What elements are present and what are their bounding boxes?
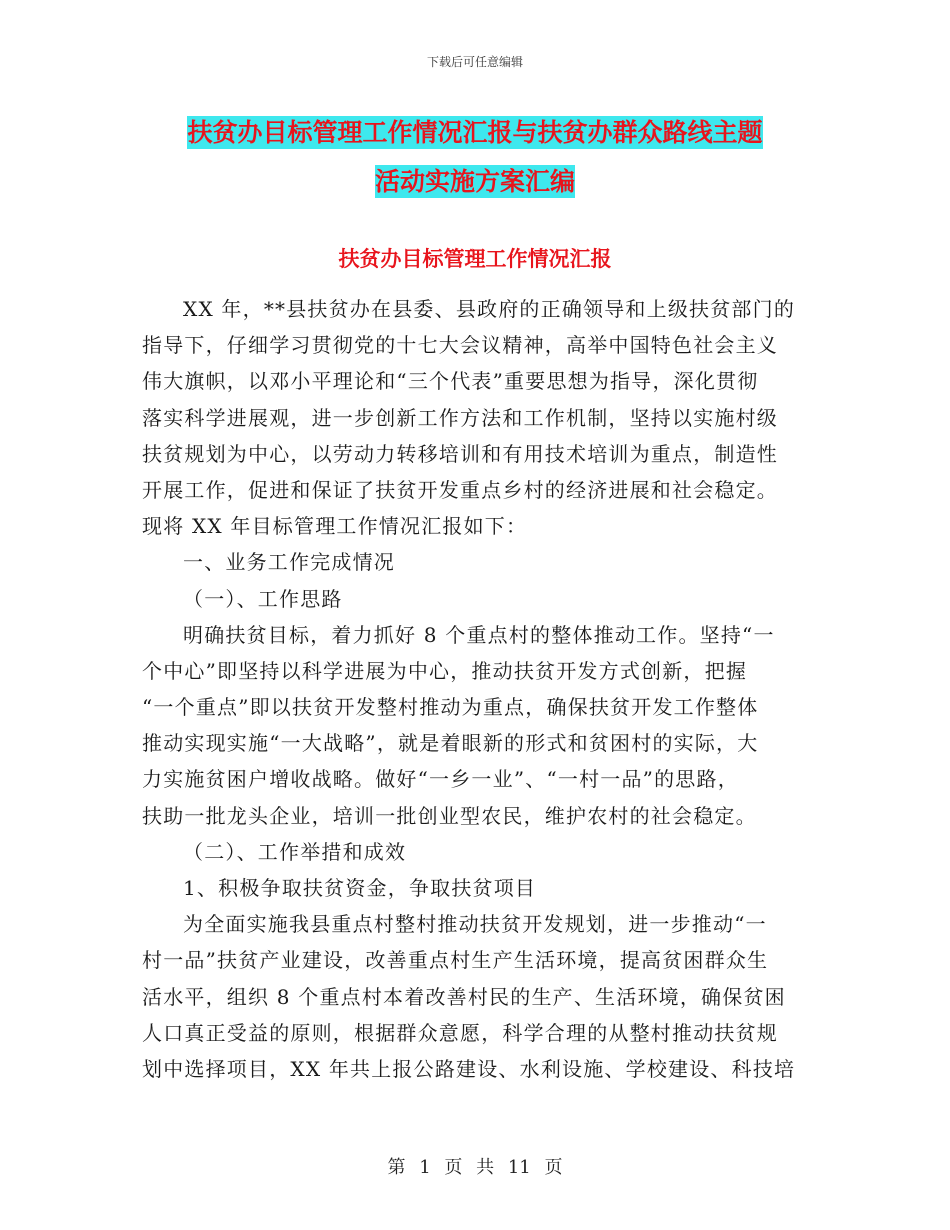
paragraph-line: “一个重点”即以扶贫开发整村推动为重点，确保扶贫开发工作整体 xyxy=(142,695,759,720)
paragraph-line: 指导下，仔细学习贯彻党的十七大会议精神，高举中国特色社会主义 xyxy=(142,333,778,358)
title-line-1: 扶贫办目标管理工作情况汇报与扶贫办群众路线主题 xyxy=(187,118,763,147)
paragraph-line: 为全面实施我县重点村整村推动扶贫开发规划，进一步推动“一 xyxy=(183,912,767,937)
subsection-heading: （二）、工作举措和成效 xyxy=(183,839,407,864)
header-note: 下载后可任意编辑 xyxy=(426,55,523,69)
paragraph-line: 人口真正受益的原则，根据群众意愿，科学合理的从整村推动扶贫规 xyxy=(142,1020,778,1045)
paragraph-line: 划中选择项目，XX 年共上报公路建设、水利设施、学校建设、科技培 xyxy=(142,1056,796,1081)
page-footer: 第 1 页 共 11 页 xyxy=(387,1157,563,1178)
subsection-heading: （一）、工作思路 xyxy=(183,586,343,611)
paragraph-line: 村一品”扶贫产业建设，改善重点村生产生活环境，提高贫困群众生 xyxy=(142,948,769,973)
item-heading: 1、积极争取扶贫资金，争取扶贫项目 xyxy=(183,876,537,900)
section-title: 扶贫办目标管理工作情况汇报 xyxy=(338,247,612,271)
paragraph-line: 现将 XX 年目标管理工作情况汇报如下： xyxy=(142,514,528,539)
section-heading: 一、业务工作完成情况 xyxy=(183,550,395,575)
paragraph-line: XX 年，**县扶贫办在县委、县政府的正确领导和上级扶贫部门的 xyxy=(183,297,796,321)
paragraph-line: 力实施贫困户增收战略。做好“一乡一业”、“一村一品”的思路， xyxy=(142,767,739,792)
title-line-2: 活动实施方案汇编 xyxy=(374,167,575,196)
paragraph-line: 个中心”即坚持以科学进展为中心，推动扶贫开发方式创新，把握 xyxy=(142,658,748,683)
paragraph-line: 开展工作，促进和保证了扶贫开发重点乡村的经济进展和社会稳定。 xyxy=(142,477,778,502)
paragraph-line: 伟大旗帜，以邓小平理论和“三个代表”重要思想为指导，深化贯彻 xyxy=(142,369,759,394)
paragraph-line: 推动实现实施“一大战略”，就是着眼新的形式和贫困村的实际，大 xyxy=(142,731,759,756)
paragraph-line: 扶助一批龙头企业，培训一批创业型农民，维护农村的社会稳定。 xyxy=(142,803,757,828)
document-body xyxy=(142,291,807,1087)
paragraph-line: 扶贫规划为中心，以劳动力转移培训和有用技术培训为重点，制造性 xyxy=(142,441,778,466)
paragraph-line: 明确扶贫目标，着力抓好 8 个重点村的整体推动工作。坚持“一 xyxy=(183,622,775,647)
paragraph-line: 活水平，组织 8 个重点村本着改善村民的生产、生活环境，确保贫困 xyxy=(142,984,786,1009)
paragraph-line: 落实科学进展观，进一步创新工作方法和工作机制，坚持以实施村级 xyxy=(142,405,778,430)
document-title xyxy=(145,108,805,206)
